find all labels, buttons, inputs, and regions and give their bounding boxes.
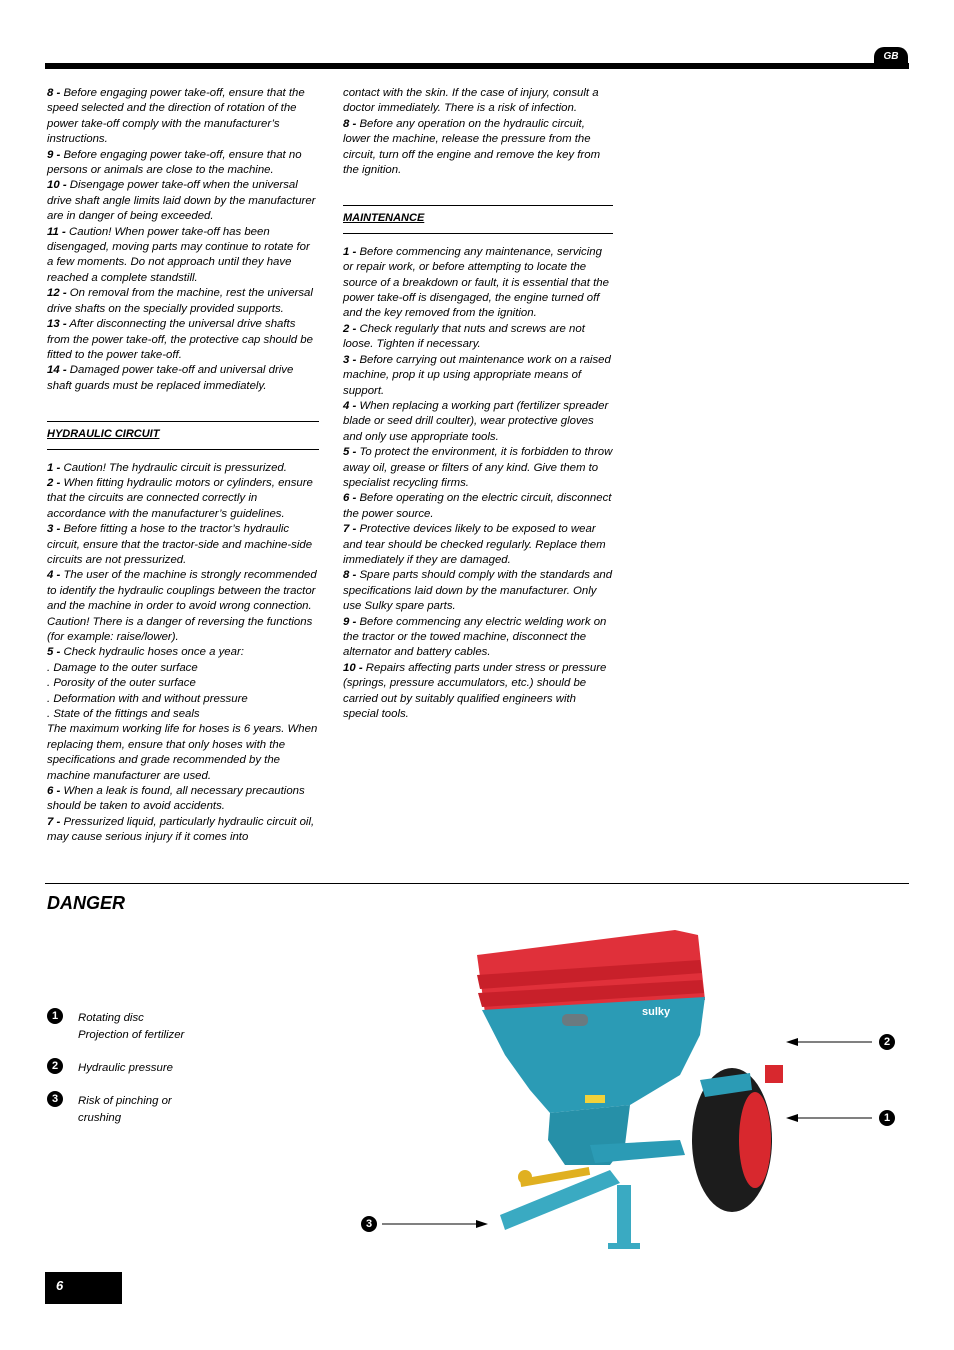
list-item: 5 - Check hydraulic hoses once a year: bbox=[47, 646, 244, 659]
list-item: 9 - Before commencing any electric welding work on the tractor or the towed machine, disconnect the alternator and battery cables. bbox=[343, 615, 607, 659]
hose-check: . Porosity of the outer surface bbox=[47, 677, 196, 690]
header-rule bbox=[45, 63, 909, 69]
list-item: 12 - On removal from the machine, rest the universal drive shafts on the specially provided supports. bbox=[47, 287, 313, 315]
maintenance-list bbox=[343, 245, 613, 723]
legend-text: Risk of pinching or crushing bbox=[78, 1095, 172, 1124]
section-title: MAINTENANCE bbox=[343, 212, 425, 225]
list-item: 1 - Before commencing any maintenance, servicing or repair work, or before attempting to locate the source of a breakdown or fault, it is essential that the power take-off is disengaged, the engine turned off and the key removed from the ignition. bbox=[343, 245, 609, 320]
list-item: 6 - When a leak is found, all necessary precautions should be taken to avoid accidents. bbox=[47, 785, 305, 813]
callout-badge: 3 bbox=[361, 1216, 377, 1232]
list-item: 13 - After disconnecting the universal drive shafts from the power take-off, the protective cap should be fitted to the power take-off. bbox=[47, 318, 313, 361]
number-badge: 3 bbox=[47, 1091, 63, 1107]
list-item: 7 - Protective devices likely to be exposed to wear and tear should be checked regularly. Replace them immediately if they are damaged. bbox=[343, 523, 606, 566]
middle-column bbox=[343, 86, 613, 722]
list-item: 6 - Before operating on the electric circuit, disconnect the power source. bbox=[343, 492, 612, 520]
list-item: 10 - Disengage power take-off when the universal drive shaft angle limits laid down by the manufacturer are in danger of being exceeded. bbox=[47, 179, 316, 223]
list-item: 10 - Repairs affecting parts under stress or pressure (springs, pressure accumulators, etc.) should be carried out by suitably qualified engineers with special tools. bbox=[343, 661, 607, 721]
list-item: 5 - To protect the environment, it is forbidden to throw away oil, grease or filters of any kind. Give them to specialist recycling firms. bbox=[343, 446, 613, 489]
brand-label: sulky bbox=[642, 1006, 671, 1018]
hydraulic-list bbox=[47, 461, 319, 846]
number-badge: 2 bbox=[47, 1058, 63, 1074]
danger-rule bbox=[45, 883, 909, 884]
legend-text: Rotating disc Projection of fertilizer bbox=[78, 1012, 185, 1041]
list-item: 3 - Before fitting a hose to the tractor’s hydraulic circuit, ensure that the tractor-side and machine-side circuits are not pressurized. bbox=[47, 523, 313, 566]
left-column bbox=[47, 86, 319, 846]
hydraulic-section-header bbox=[47, 421, 319, 449]
list-item: 11 - Caution! When power take-off has been disengaged, moving parts may continue to rotate for a few moments. Do not approach until they have reached a complete standstill. bbox=[47, 225, 310, 284]
list-item: 9 - Before engaging power take-off, ensure that no persons or animals are close to the machine. bbox=[47, 148, 302, 177]
spacer bbox=[343, 234, 613, 245]
list-item: 14 - Damaged power take-off and universal drive shaft guards must be replaced immediately. bbox=[47, 364, 294, 392]
list-item: 1 - Caution! The hydraulic circuit is pressurized. bbox=[47, 461, 287, 474]
maintenance-section-header bbox=[343, 205, 613, 233]
spacer bbox=[47, 450, 319, 461]
hose-check: . Deformation with and without pressure bbox=[47, 692, 248, 705]
spacer bbox=[47, 394, 319, 421]
hose-check: . Damage to the outer surface bbox=[47, 661, 198, 674]
page-number: 6 bbox=[45, 1272, 122, 1304]
list-item: 2 - Check regularly that nuts and screws are not loose. Tighten if necessary. bbox=[343, 322, 585, 351]
list-item: 2 - When fitting hydraulic motors or cylinders, ensure that the circuits are connected correctly in accordance with the manufacturer’s guidelines. bbox=[47, 476, 313, 520]
hose-note: The maximum working life for hoses is 6 years. When replacing them, ensure that only hoses with the specifications and grade recommended by the machine manufacturer are used. bbox=[47, 723, 318, 782]
danger-title: DANGER bbox=[47, 893, 126, 913]
list-item: 8 - Spare parts should comply with the standards and specifications laid down by the manufacturer. Only use Sulky spare parts. bbox=[343, 569, 613, 613]
pto-list bbox=[47, 86, 319, 394]
callout-badge: 1 bbox=[879, 1110, 895, 1126]
list-item: 8 - Before engaging power take-off, ensure that the speed selected and the direction of rotation of the power take-off comply with the manufacturer’s instructions. bbox=[47, 87, 305, 146]
language-badge: GB bbox=[874, 47, 908, 67]
number-badge: 1 bbox=[47, 1008, 63, 1024]
list-item: 4 - When replacing a working part (fertilizer spreader blade or seed drill coulter), wear protective gloves and only use appropriate tools. bbox=[343, 399, 609, 443]
list-item: 8 - Before any operation on the hydraulic circuit, lower the machine, release the pressure from the circuit, turn off the engine and remove the key from the ignition. bbox=[343, 117, 601, 177]
list-item: 7 - Pressurized liquid, particularly hydraulic circuit oil, may cause serious injury if it comes into bbox=[47, 815, 315, 844]
list-item: 3 - Before carrying out maintenance work on a raised machine, prop it up using appropriate means of support. bbox=[343, 353, 611, 397]
spacer bbox=[343, 178, 613, 205]
legend-text: Hydraulic pressure bbox=[78, 1062, 173, 1074]
list-item: 4 - The user of the machine is strongly recommended to identify the hydraulic couplings between the tractor and the machine in order to avoid wrong connection. Caution! There is a danger of reversing the functions (for example: raise/lower). bbox=[47, 569, 317, 643]
callout-arrows bbox=[370, 1030, 910, 1240]
continuation-text: contact with the skin. If the case of injury, consult a doctor immediately. There is a risk of infection. bbox=[343, 87, 599, 115]
hose-check: . State of the fittings and seals bbox=[47, 708, 200, 721]
section-title: HYDRAULIC CIRCUIT bbox=[47, 428, 160, 441]
callout-badge: 2 bbox=[879, 1034, 895, 1050]
